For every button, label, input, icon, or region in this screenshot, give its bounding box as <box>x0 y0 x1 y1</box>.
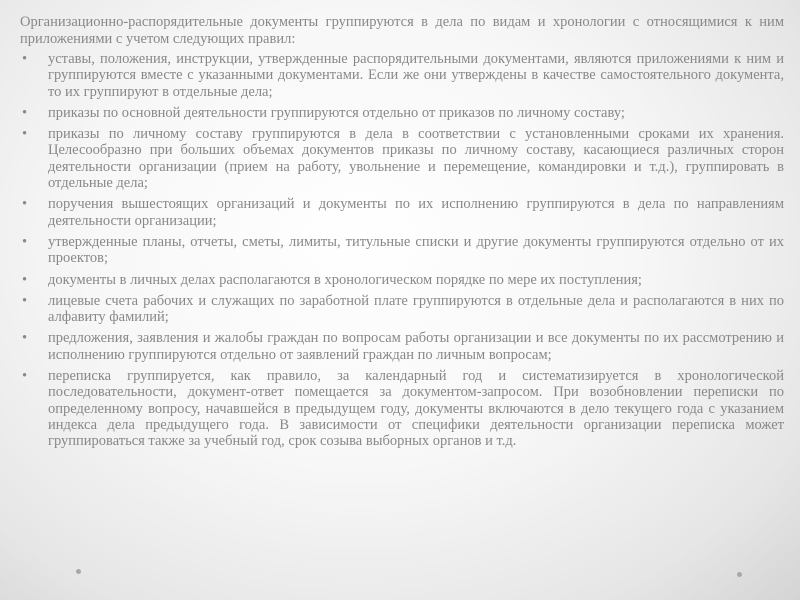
rule-text: предложения, заявления и жалобы граждан по вопросам работы организации и все документы по их рассмотрению и исполнению группируются отдельно от заявлений граждан по личным вопросам; <box>48 330 784 363</box>
list-item <box>20 196 784 229</box>
rules-list <box>20 51 784 450</box>
bullet-icon: • <box>22 271 28 288</box>
bullet-icon: • <box>22 104 28 121</box>
slide-content <box>20 14 784 455</box>
bullet-icon: • <box>22 233 28 250</box>
bullet-icon: • <box>22 368 28 385</box>
rule-text: поручения вышестоящих организаций и документы по их исполнению группируются в дела по направлениям деятельности организации; <box>48 196 784 229</box>
list-item <box>20 368 784 449</box>
bullet-icon: • <box>22 126 28 143</box>
rule-text: приказы по личному составу группируются в дела в соответствии с установленными сроками их хранения. Целесообразно при больших объемах документов приказы по личному составу, касающиеся различных сторон деятельности организации (прием на работу, увольнение и перемещение, командировки и т.д.), группировать в отдельные дела; <box>48 126 784 192</box>
list-item <box>20 272 784 288</box>
list-item <box>20 330 784 363</box>
bullet-icon: • <box>22 51 28 67</box>
bullet-icon: • <box>22 292 28 309</box>
rule-text: приказы по основной деятельности группируются отдельно от приказов по личному составу; <box>48 104 625 121</box>
intro-paragraph: Организационно-распорядительные документы группируются в дела по видам и хронологии с относящимися к ним приложениями с учетом следующих правил: <box>20 14 784 47</box>
list-item <box>20 293 784 326</box>
list-item <box>20 234 784 267</box>
rule-text: документы в личных делах располагаются в хронологическом порядке по мере их поступления; <box>48 271 642 288</box>
bullet-icon: • <box>22 196 28 213</box>
list-item <box>20 105 784 121</box>
rule-text: переписка группируется, как правило, за календарный год и систематизируется в хронологической последовательности, документ-ответ помещается за документом-запросом. При возобновлении переписки по определенному вопросу, начавшейся в предыдущем году, документы включаются в дело текущего года с указанием индекса дела предыдущего года. В зависимости от специфики деятельности организации переписка может группироваться также за учебный год, срок созыва выборных органов и т.д. <box>48 368 784 450</box>
rule-text: лицевые счета рабочих и служащих по заработной плате группируются в отдельные дела и располагаются в них по алфавиту фамилий; <box>48 292 784 326</box>
decorative-dot-icon <box>737 572 742 577</box>
rule-text: утвержденные планы, отчеты, сметы, лимиты, титульные списки и другие документы группируются отдельно от их проектов; <box>48 233 784 267</box>
rule-text: уставы, положения, инструкции, утвержденные распорядительными документами, являются приложениями к ним и группируются вместе с указанными документами. Если же они утверждены в качестве самостоятельного документа, то их группируют в отдельные дела; <box>48 51 784 100</box>
bullet-icon: • <box>22 330 28 347</box>
list-item <box>20 51 784 100</box>
decorative-dot-icon <box>76 569 81 574</box>
list-item <box>20 126 784 191</box>
